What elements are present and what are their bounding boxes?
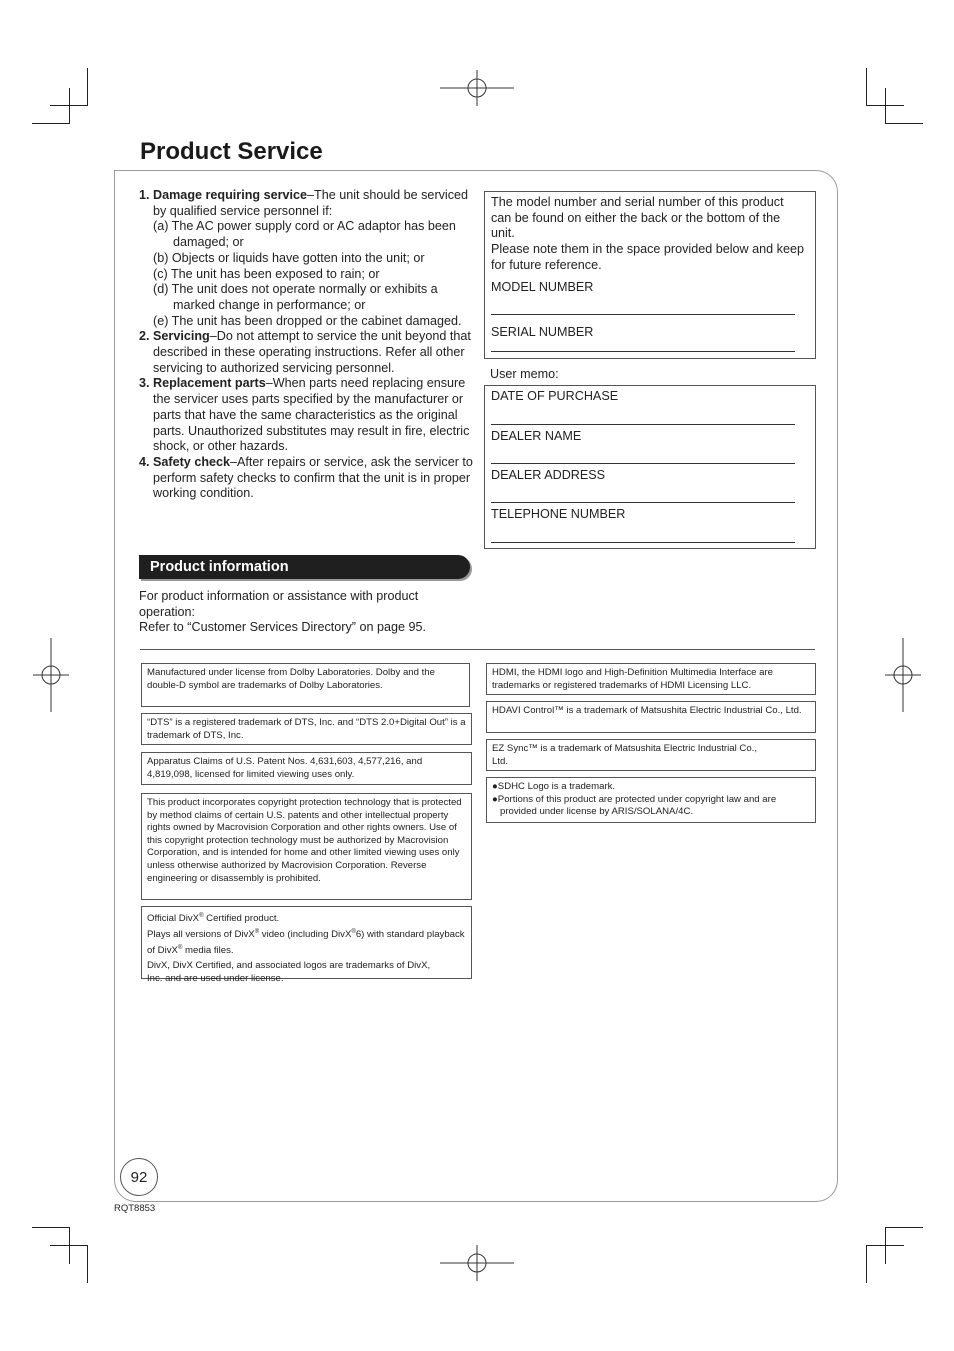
dolby-trademark-text: Manufactured under license from Dolby Laboratories. Dolby and the double-D symbol are trademarks of Dolby Laboratories. xyxy=(147,667,435,691)
service-list xyxy=(139,188,475,502)
condition-e: (e) The unit has been dropped or the cabinet damaged. xyxy=(153,313,462,328)
service-item-safety: 4. Safety check–After repairs or service, ask the servicer to perform safety checks to confirm that the unit is in proper working condition. xyxy=(139,454,473,501)
damage-conditions xyxy=(153,219,475,329)
dealer-address-line xyxy=(491,502,795,503)
divx-line-2: Plays all versions of DivX® video (including DivX®6) with standard playback of DivX® media files. xyxy=(147,928,465,956)
condition-b: (b) Objects or liquids have gotten into the unit; or xyxy=(153,250,425,265)
bullet-icon: ● xyxy=(492,781,498,792)
condition-c: (c) The unit has been exposed to rain; or xyxy=(153,266,380,281)
user-memo-label: User memo: xyxy=(490,367,559,381)
telephone-number-line xyxy=(491,542,795,543)
copyright-portions-text: ●Portions of this product are protected under copyright law and are provided under license by ARIS/SOLANA/4C. xyxy=(492,793,777,818)
registration-mark-bottom xyxy=(440,1245,514,1281)
serial-number-label: SERIAL NUMBER xyxy=(491,325,594,339)
service-item-damage: 1. Damage requiring service–The unit should be serviced by qualified service personnel if: (a) The AC power supply cord or AC adaptor has been damaged; or (b) Objects or liquids have gotten into the unit; or (c) The unit has been exposed to rain; or (d) The unit does not operate normally or exhibits a marked change in performance; or (e) The unit has been dropped or the cabinet damaged. xyxy=(139,188,475,329)
model-box-text-1: The model number and serial number of this product can be found on either the back or the bottom of the unit. xyxy=(491,195,784,241)
dealer-name-label: DEALER NAME xyxy=(491,429,582,443)
dts-trademark-box xyxy=(141,713,472,745)
page-title: Product Service xyxy=(140,138,323,165)
ezsync-trademark-box xyxy=(486,739,816,771)
section-divider xyxy=(140,649,815,650)
sdhc-trademark-box xyxy=(486,777,816,823)
dts-trademark-text: “DTS” is a registered trademark of DTS, Inc. and “DTS 2.0+Digital Out” is a trademark of DTS, Inc. xyxy=(147,717,466,741)
condition-a: (a) The AC power supply cord or AC adaptor has been damaged; or xyxy=(153,219,456,250)
document-code: RQT8853 xyxy=(114,1203,156,1214)
registration-mark-left xyxy=(33,638,69,712)
patent-claims-text: Apparatus Claims of U.S. Patent Nos. 4,631,603, 4,577,216, and 4,819,098, licensed for limited viewing uses only. xyxy=(147,756,423,780)
serial-number-line xyxy=(491,351,795,352)
product-information-heading: Product information xyxy=(139,555,470,579)
date-of-purchase-line xyxy=(491,424,795,425)
registration-mark-top xyxy=(440,70,514,106)
ezsync-trademark-text: EZ Sync™ is a trademark of Matsushita Electric Industrial Co., Ltd. xyxy=(492,743,757,767)
telephone-number-label: TELEPHONE NUMBER xyxy=(491,507,626,521)
dealer-name-line xyxy=(491,463,795,464)
patent-claims-box xyxy=(141,752,472,785)
divx-box xyxy=(141,906,472,984)
sdhc-logo-text: ●SDHC Logo is a trademark. xyxy=(492,781,616,792)
bullet-icon: ● xyxy=(492,793,498,805)
hdavi-trademark-box xyxy=(486,701,816,733)
date-of-purchase-label: DATE OF PURCHASE xyxy=(491,389,619,403)
product-information-text xyxy=(139,589,469,636)
model-number-line xyxy=(491,314,795,315)
macrovision-box xyxy=(141,793,472,900)
dealer-address-label: DEALER ADDRESS xyxy=(491,468,606,482)
user-memo-box xyxy=(484,385,816,549)
product-information-line-2: Refer to “Customer Services Directory” on page 95. xyxy=(139,620,426,635)
model-serial-box xyxy=(484,191,816,359)
page-number: 92 xyxy=(120,1158,158,1196)
hdavi-trademark-text: HDAVI Control™ is a trademark of Matsushita Electric Industrial Co., Ltd. xyxy=(492,705,802,716)
macrovision-text: This product incorporates copyright protection technology that is protected by method claims of certain U.S. patents and other intellectual property rights owned by Macrovision Corporation and other rights owners. Use of this copyright protection technology must be authorized by Macrovision Corporation, and is intended for home and other limited viewing uses only unless otherwise authorized by Macrovision Corporation. Reverse engineering or disassembly is prohibited. xyxy=(147,797,462,884)
dolby-trademark-box xyxy=(141,663,470,707)
service-item-servicing: 2. Servicing–Do not attempt to service the unit beyond that described in these operating instructions. Refer all other servicing to authorized servicing personnel. xyxy=(139,329,471,375)
hdmi-trademark-box xyxy=(486,663,816,695)
product-information-line-1: For product information or assistance with product operation: xyxy=(139,589,419,619)
condition-d: (d) The unit does not operate normally or exhibits a marked change in performance; or xyxy=(153,282,438,312)
registration-mark-right xyxy=(885,638,921,712)
model-box-text-2: Please note them in the space provided below and keep for future reference. xyxy=(491,242,804,272)
model-number-label: MODEL NUMBER xyxy=(491,280,594,294)
divx-line-1: Official DivX® Certified product. xyxy=(147,913,280,925)
hdmi-trademark-text: HDMI, the HDMI logo and High-Definition Multimedia Interface are trademarks or registered trademarks of HDMI Licensing LLC. xyxy=(492,667,774,691)
divx-line-3: DivX, DivX Certified, and associated logos are trademarks of DivX, Inc. and are used under license. xyxy=(147,960,431,984)
service-item-replacement: 3. Replacement parts–When parts need replacing ensure the servicer uses parts specified by the manufacturer or parts that have the same characteristics as the original parts. Unauthorized substitutes may result in fire, electric shock, or other hazards. xyxy=(139,376,470,454)
